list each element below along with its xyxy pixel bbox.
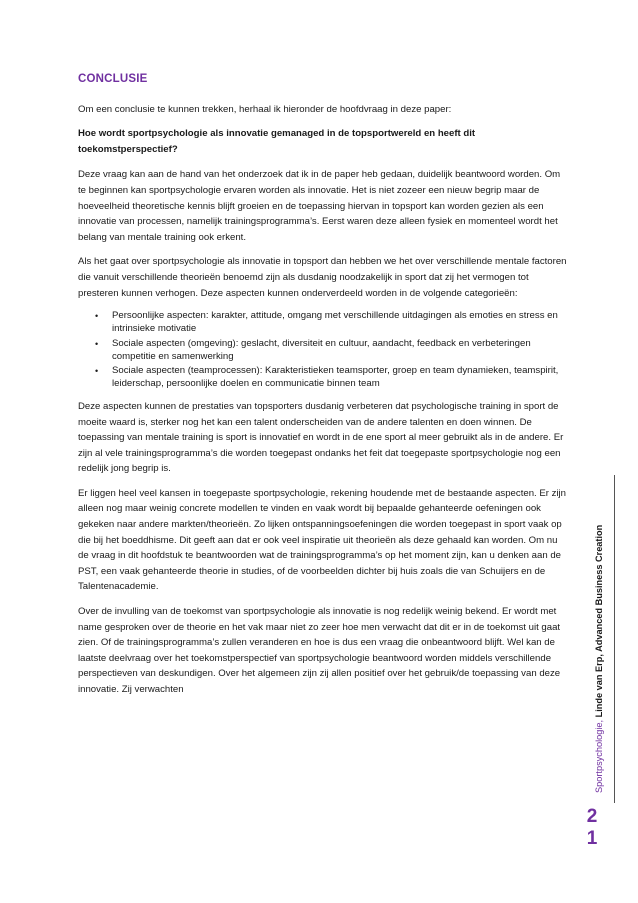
document-body [78,72,568,707]
list-item [95,365,568,391]
list-item [95,310,568,336]
paragraph: Over de invulling van de toekomst van sportpsychologie als innovatie is nog redelijk weinig bekend. Er wordt met name gesproken over de theorie en het vak maar niet zo zeer hoe men verwacht dat dit er in de toekomst uit gaat zien. Of de trainingsprogramma’s zullen veranderen en hoe is dus een vraag die onbeantwoord blijft. Wel kan de laatste deelvraag over het toekomstperspectief van sportpsychologie beantwoord worden middels verschillende perspectieven van deskundigen. Over het algemeen zijn zij allen positief over het gebruik/de toepassing van deze innovatie. Zij verwachten [78,606,561,695]
paragraph: Deze aspecten kunnen de prestaties van topsporters dusdanig verbeteren dat psychologische training in sport de moeite waard is, sterker nog het kan een talent onderscheiden van de andere talenten en doen winnen. De toepassing van mentale training is sport is innovatief en wordt in de ene sport al meer gebruikt als in de andere. Er zijn al vele trainingsprogramma’s die worden toegepast ondanks het feit dat toegepaste sportpsychologie nog een redelijk jong begrip is. [78,400,564,475]
page-number-digit: 2 [586,806,598,827]
bullet-icon: • [95,311,99,322]
page-number-digit: 1 [586,828,598,849]
list-item [95,337,568,364]
sidebar-author: Linde van Erp, Advanced Business Creation [594,524,604,718]
list-item-text: Sociale aspecten (teamprocessen): Karakteristieken teamsporter, groep en team dynamieken, teamspirit, leiderschap, persoonlijke doelen en communicatie binnen team [112,365,559,390]
paragraph: Er liggen heel veel kansen in toegepaste sportpsychologie, rekening houdende met de bestaande aspecten. Er zijn alleen nog maar weinig concrete modellen te vinden en vaak wordt bij bepaalde gehanteerde oefeningen ook gekeken naar andere markten/theorieën. Zo lijken ontspanningsoefeningen die worden toegepast in sport vaak op die bij het boeddhisme. Dit geeft aan dat er ook veel inspiratie uit theorieën als deze gehaald kan worden. Om nu de vraag in dit hoofdstuk te beantwoorden wat de trainingsprogramma’s op het moment zijn, kan u denken aan de PST, een vaak gehanteerde theorie in studies, of de voorbeelden dichter bij huis zoals die van Schuijers en de Talentenacademie. [78,487,567,593]
page-number [578,806,606,850]
sidebar-topic: Sportpsychologie, [594,719,604,793]
running-footer-sidebar [584,475,615,803]
category-list [78,310,568,391]
bullet-icon: • [95,338,99,349]
list-item-text: Persoonlijke aspecten: karakter, attitude, omgang met verschillende uitdagingen als emoties en stress en intrinsieke motivatie [112,310,558,334]
paragraph: Als het gaat over sportpsychologie als innovatie in topsport dan hebben we het over verschillende mentale factoren die vanuit verschillende theorieën benoemd zijn als dusdanig noodzakelijk in sport dat zij het vermogen tot presteren kunnen verhogen. Deze aspecten kunnen onderverdeeld worden in de volgende categorieën: [78,256,567,299]
sidebar-label [594,525,604,793]
intro-paragraph: Om een conclusie te kunnen trekken, herhaal ik hieronder de hoofdvraag in deze paper: [78,103,452,115]
list-item-text: Sociale aspecten (omgeving): geslacht, diversiteit en cultuur, aandacht, feedback en verbeteringen competitie en samenwerking [112,337,531,362]
section-heading: CONCLUSIE [78,73,148,85]
bullet-icon: • [95,366,99,377]
paragraph: Deze vraag kan aan de hand van het onderzoek dat ik in de paper heb gedaan, duidelijk beantwoord worden. Om te beginnen kan sportpsychologie ervaren worden als innovatie. Het is niet zozeer een nieuw begrip maar de hoeveelheid theoretische kennis blijft groeien en de toepassing hiervan in topsport kan worden gezien als een innovatie van processen, namelijk trainingsprogramma’s. Eerst waren deze alleen fysiek en momenteel wordt het belang van mentale training ook erkent. [78,169,561,243]
main-question: Hoe wordt sportpsychologie als innovatie gemanaged in de topsportwereld en heeft dit toekomstperspectief? [78,128,476,155]
